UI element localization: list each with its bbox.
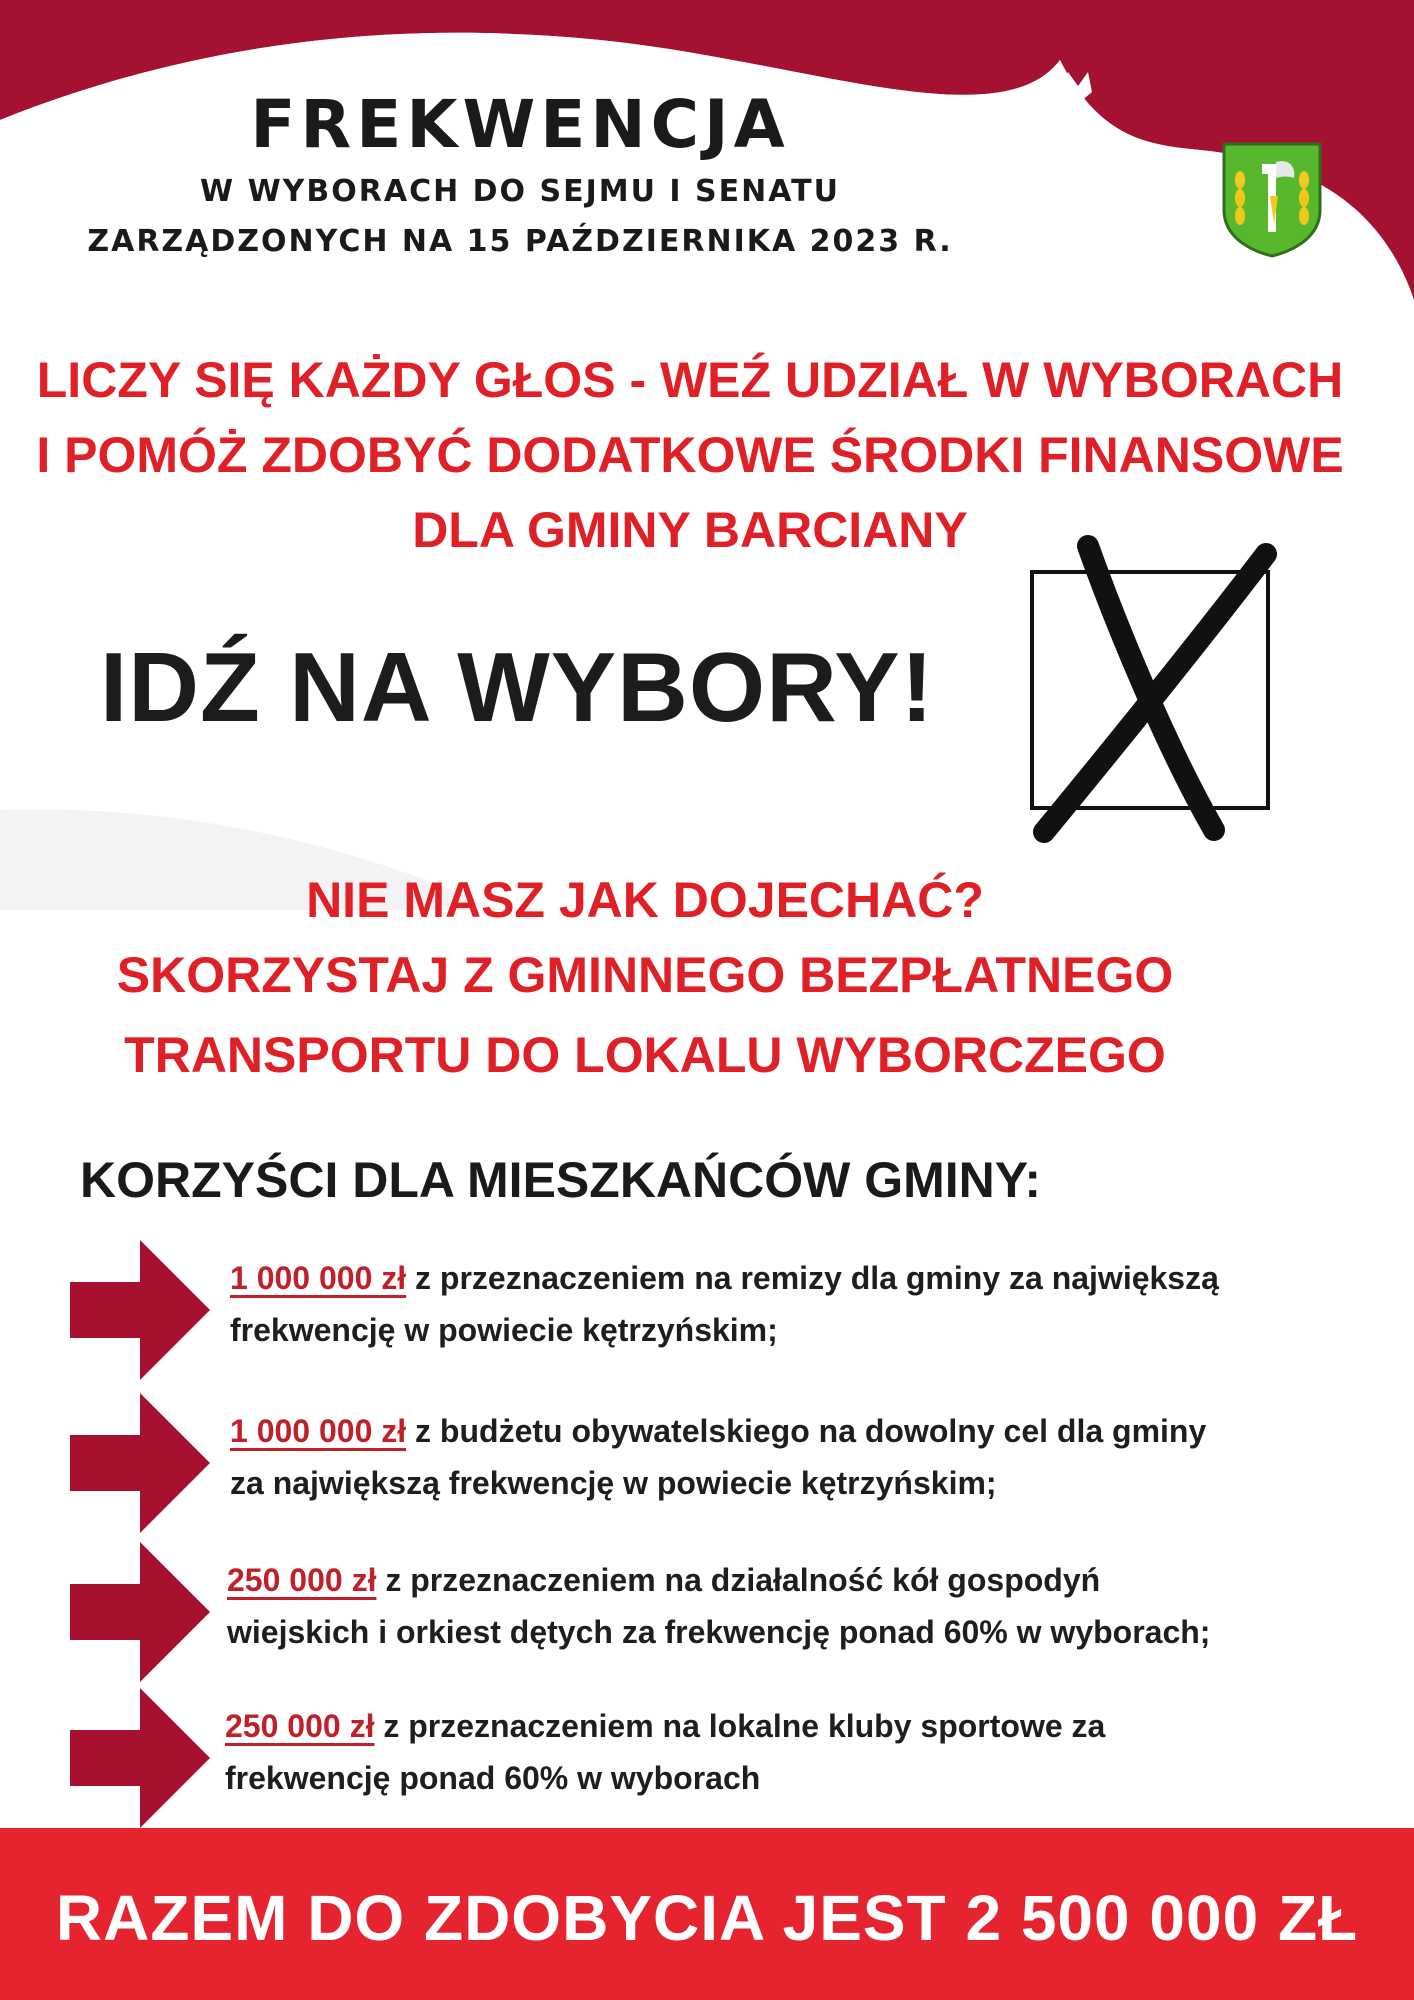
call-to-action-heading: IDŹ NA WYBORY! [100,632,935,742]
benefit-description-line2: za największą frekwencję w powiecie kętrzyńskim; [230,1465,997,1501]
benefit-text [227,1554,1210,1658]
benefit-description-line2: frekwencję ponad 60% w wyborach [225,1760,761,1796]
benefit-amount: 250 000 zł [225,1708,375,1744]
ballot-x-icon [1018,520,1296,860]
benefit-description-line1: z przeznaczeniem na remizy dla gminy za największą [406,1260,1219,1296]
benefit-text [230,1405,1206,1509]
benefits-heading: KORZYŚCI DLA MIESZKAŃCÓW GMINY: [80,1152,1042,1208]
right-arrow-icon [70,1240,210,1380]
gmina-crest-icon [1220,140,1324,258]
benefit-item [70,1542,1400,1682]
benefit-text [225,1700,1105,1804]
page-subtitle-line2: ZARZĄDZONYCH NA 15 PAŹDZIERNIKA 2023 R. [87,224,953,259]
transport-line3: TRANSPORTU DO LOKALU WYBORCZEGO [124,1027,1166,1083]
benefit-item [70,1393,1400,1533]
benefit-amount: 1 000 000 zł [230,1413,407,1449]
benefit-description-line1: z budżetu obywatelskiego na dowolny cel dla gminy [406,1413,1207,1449]
transport-line2: SKORZYSTAJ Z GMINNEGO BEZPŁATNEGO [116,947,1174,1003]
benefit-amount: 250 000 zł [227,1562,377,1598]
benefit-item [70,1688,1400,1828]
right-arrow-icon [70,1393,210,1533]
footer-total-text: RAZEM DO ZDOBYCIA JEST 2 500 000 ZŁ [55,1882,1359,1954]
appeal-line1: LICZY SIĘ KAŻDY GŁOS - WEŹ UDZIAŁ W WYBORACH [36,352,1344,408]
benefit-item [70,1240,1400,1380]
appeal-line2: I POMÓŻ ZDOBYĆ DODATKOWE ŚRODKI FINANSOWE [36,427,1344,483]
page-subtitle-line1: W WYBORACH DO SEJMU I SENATU [200,174,840,209]
page-title: FREKWENCJA [250,86,790,163]
benefit-description-line2: wiejskich i orkiest dętych za frekwencję ponad 60% w wyborach; [227,1614,1211,1650]
benefit-amount: 1 000 000 zł [230,1260,407,1296]
appeal-line3: DLA GMINY BARCIANY [412,502,968,558]
footer-banner [0,1828,1414,2000]
transport-line1: NIE MASZ JAK DOJECHAĆ? [306,872,984,928]
polish-eagle-icon [980,68,1140,278]
benefit-text [230,1252,1219,1356]
benefit-description-line1: z przeznaczeniem na lokalne kluby sportowe za [374,1708,1106,1744]
benefit-description-line1: z przeznaczeniem na działalność kół gospodyń [376,1562,1101,1598]
right-arrow-icon [70,1542,210,1682]
right-arrow-icon [70,1688,210,1828]
benefit-description-line2: frekwencję w powiecie kętrzyńskim; [230,1312,778,1348]
